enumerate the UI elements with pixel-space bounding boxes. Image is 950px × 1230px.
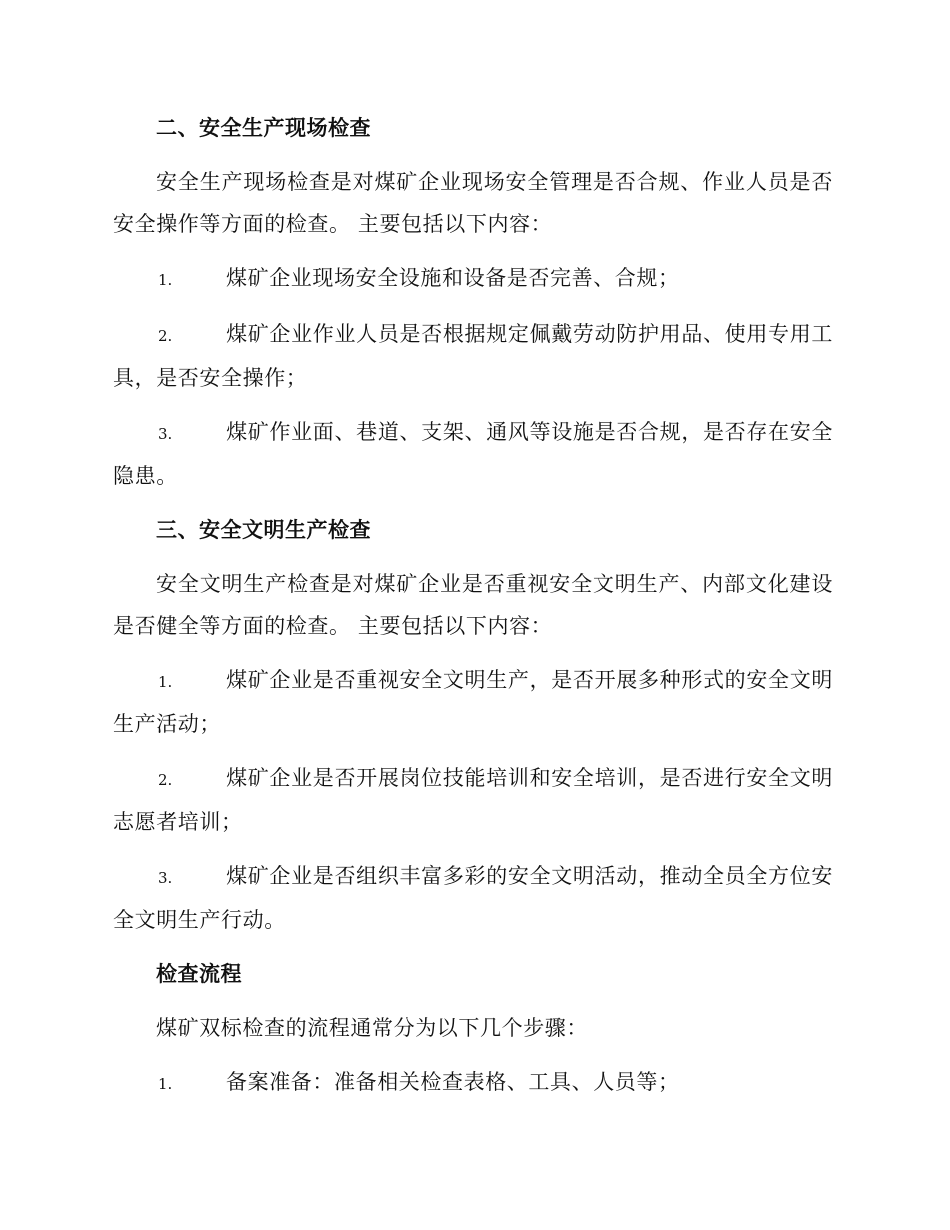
list-item <box>113 659 833 745</box>
list-item-text: 煤矿作业面、巷道、支架、通风等设施是否合规，是否存在安全隐患。 <box>113 420 833 488</box>
list-item-number: 1. <box>158 271 173 289</box>
list-item <box>113 313 833 399</box>
section-intro-inspection-process: 煤矿双标检查的流程通常分为以下几个步骤： <box>156 1016 588 1040</box>
section-intro-site-inspection: 安全生产现场检查是对煤矿企业现场安全管理是否合规、作业人员是否安全操作等方面的检查。 主要包括以下内容： <box>113 170 833 236</box>
list-item-text: 煤矿企业是否开展岗位技能培训和安全培训，是否进行安全文明志愿者培训； <box>113 766 833 834</box>
list-item <box>113 257 833 301</box>
list-item <box>113 757 833 843</box>
section-heading-civilized-production: 三、安全文明生产检查 <box>156 517 371 542</box>
list-item-number: 1. <box>158 1075 173 1093</box>
list-item-text: 煤矿企业是否组织丰富多彩的安全文明活动，推动全员全方位安全文明生产行动。 <box>113 864 833 932</box>
list-item-number: 2. <box>158 771 173 789</box>
section-intro-civilized-production: 安全文明生产检查是对煤矿企业是否重视安全文明生产、内部文化建设是否健全等方面的检查。 主要包括以下内容： <box>113 572 833 638</box>
list-item <box>113 411 833 497</box>
document-body <box>113 107 833 1117</box>
list-item-text: 煤矿企业作业人员是否根据规定佩戴劳动防护用品、使用专用工具，是否安全操作； <box>113 322 833 390</box>
list-item <box>113 1061 833 1105</box>
section-heading-site-inspection: 二、安全生产现场检查 <box>156 115 371 140</box>
list-item-text: 煤矿企业现场安全设施和设备是否完善、合规； <box>226 266 680 290</box>
list-item-text: 煤矿企业是否重视安全文明生产，是否开展多种形式的安全文明生产活动； <box>113 668 833 736</box>
list-item <box>113 855 833 941</box>
list-item-number: 3. <box>158 425 173 443</box>
list-item-number: 3. <box>158 869 173 887</box>
list-item-text: 备案准备：准备相关检查表格、工具、人员等； <box>226 1070 680 1094</box>
section-heading-inspection-process: 检查流程 <box>156 961 242 986</box>
list-item-number: 1. <box>158 673 173 691</box>
list-item-number: 2. <box>158 327 173 345</box>
